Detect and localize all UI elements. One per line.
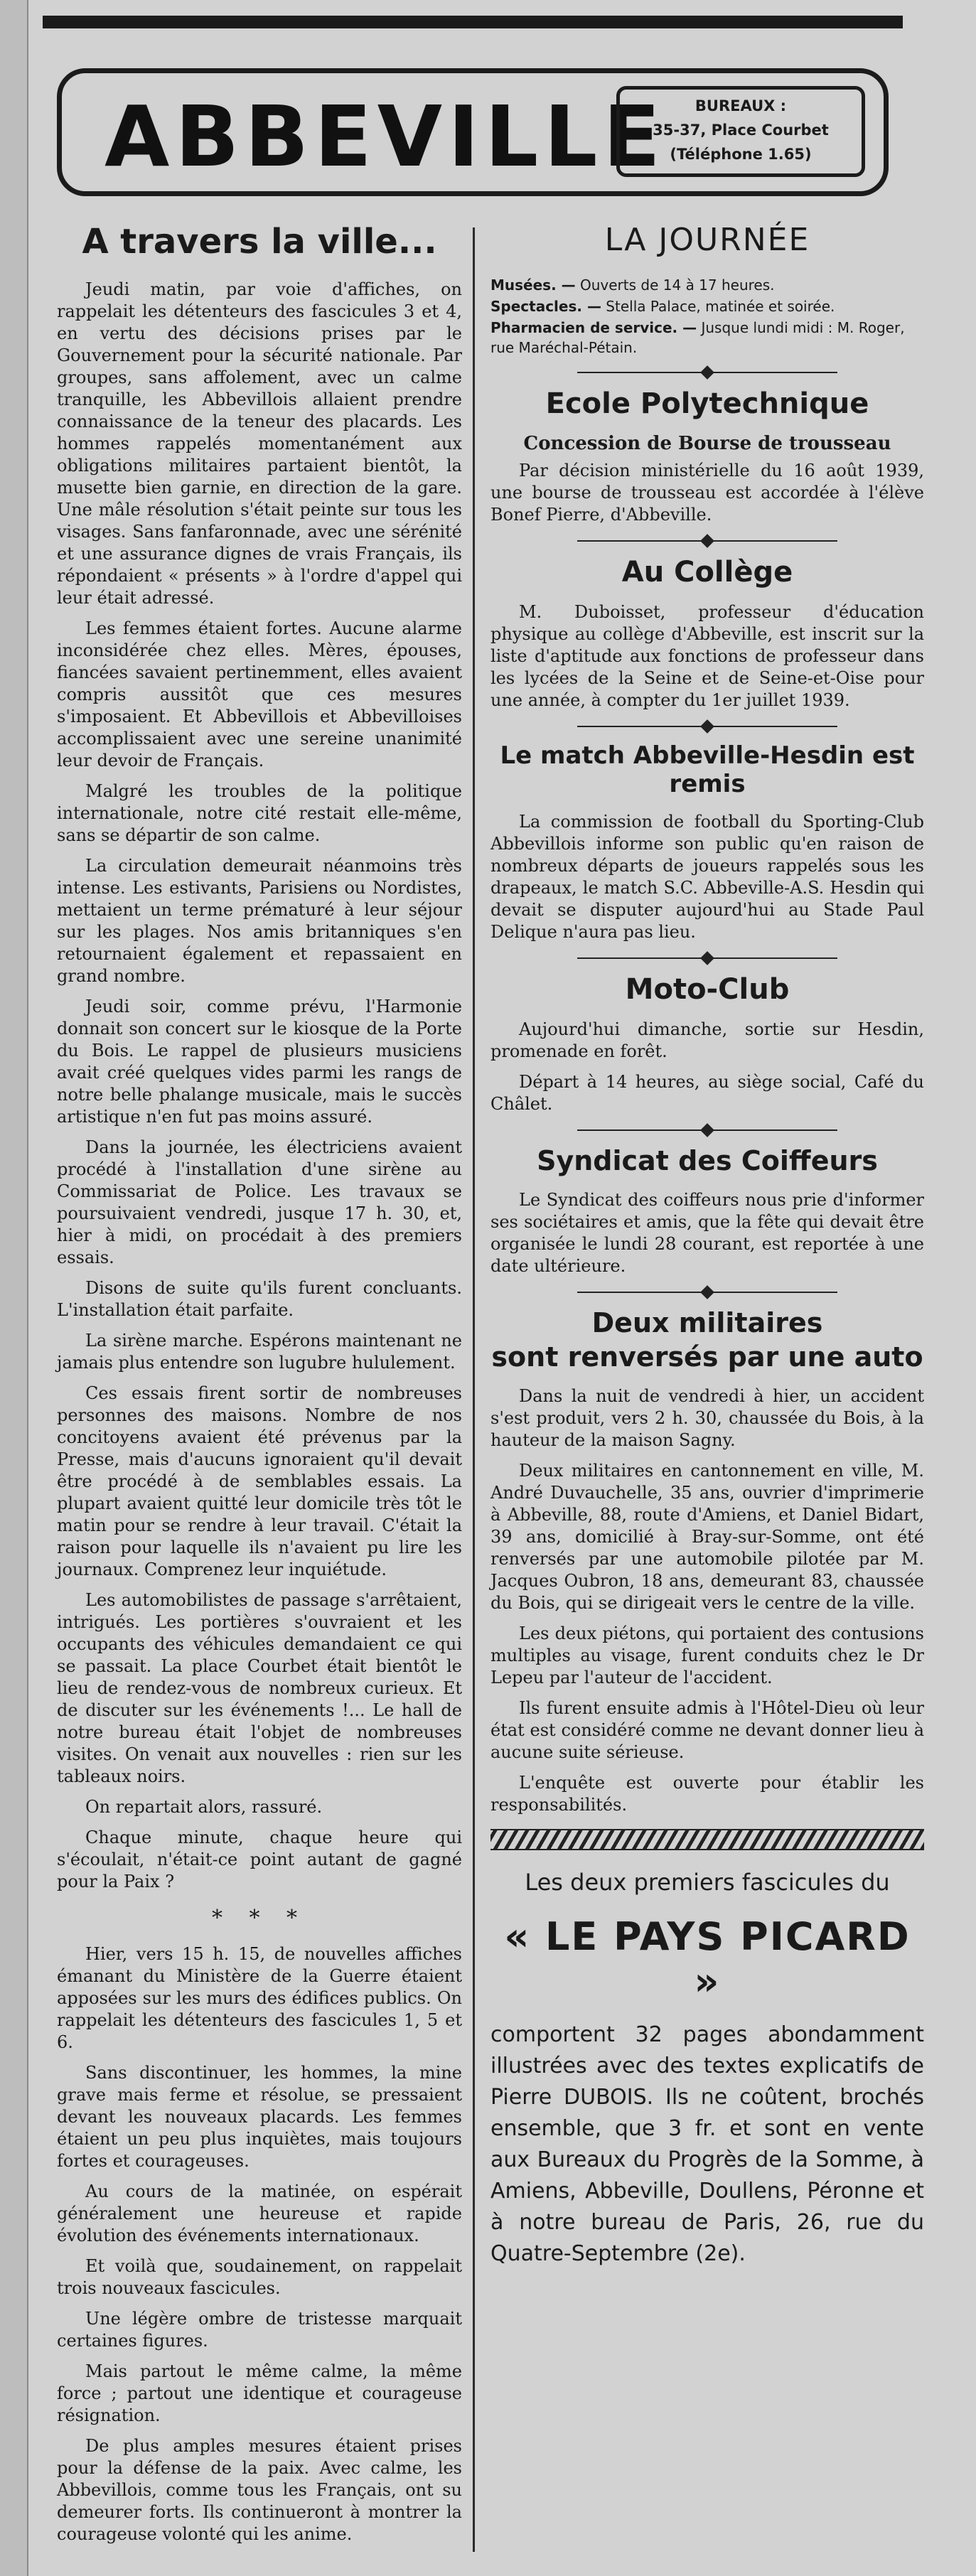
- match-text: La commission de football du Sporting-Club Abbevillois informe son public qu'en raison de nombreux départs de joueurs rappelés sous les drapeaux, le match S.C. Abbeville-A.S. Hesdin qui devait se disputer aujourd'hui au Stade Paul Delique n'aura pas lieu.: [490, 812, 924, 942]
- ornament-divider: [577, 369, 837, 376]
- hatched-divider: [490, 1829, 924, 1850]
- right-column: [490, 206, 924, 2270]
- ornament-divider: [577, 723, 837, 730]
- paragraph: Mais partout le même calme, la même force ; partout une identique et courageuse résignation.: [57, 2361, 462, 2425]
- note-musees: [490, 275, 924, 295]
- paragraph: La circulation demeurait néanmoins très intense. Les estivants, Parisiens ou Nordistes, mettaient un terme prématuré à leur séjour sur les plages. Nos amis britanniques s'en retournaient également et repassaient en grand nombre.: [57, 856, 462, 986]
- paragraph: Ils furent ensuite admis à l'Hôtel-Dieu où leur état est considéré comme ne devant donner lieu à aucune suite sérieuse.: [490, 1698, 924, 1762]
- paragraph: Malgré les troubles de la politique internationale, notre cité restait elle-même, sans se départir de son calme.: [57, 781, 462, 845]
- note-text: Jusque lundi midi : M. Roger, rue Maréchal-Pétain.: [490, 319, 905, 356]
- adjacent-column-edge: [0, 0, 28, 2576]
- paragraph: Dans la journée, les électriciens avaient procédé à l'installation d'une sirène au Commissariat de Police. Les travaux se poursuivaient vendredi, jusque 17 h. 30, et, hier à midi, on procédait à des premiers essais.: [57, 1137, 462, 1267]
- left-column: [57, 206, 462, 2554]
- paragraph: Ces essais firent sortir de nombreuses personnes des maisons. Nombre de nos concitoyens avaient été prévenus par la Presse, mais d'aucuns ignoraient qu'il devait être procédé à de semblables essais. La plupart avaient quitté leur domicile très tôt le matin pour se rendre à leur travail. C'était la raison pour laquelle ils n'avaient pu lire les journaux. Comprenez leur inquiétude.: [57, 1383, 462, 1579]
- right-headline: LA JOURNÉE: [604, 222, 810, 258]
- polytech-title: Ecole Polytechnique: [545, 387, 869, 420]
- paragraph: La sirène marche. Espérons maintenant ne jamais plus entendre son lugubre hululement.: [57, 1331, 462, 1373]
- paragraph: Les deux piétons, qui portaient des contusions multiples au visage, furent conduits chez le Dr Lepeu par l'auteur de l'accident.: [490, 1624, 924, 1687]
- paragraph: Jeudi matin, par voie d'affiches, on rappelait les détenteurs des fascicules 3 et 4, en vertu des décisions prises par le Gouvernement pour la sécurité nationale. Par groupes, sans affolement, avec un calme tranquille, les Abbevillois allaient prendre connaissance de la teneur des placards. Les hommes rappelés momentanément aux obligations militaires partaient bientôt, la musette bien garnie, en direction de la gare. Une mâle résolution s'était peinte sur tous les visages. Sans fanfaronnade, avec une sérénité et une assurance dignes de vrais Français, ils répondaient « présents » à l'ordre d'appel qui leur était adressé.: [57, 279, 462, 608]
- match-title: Le match Abbeville-Hesdin est remis: [500, 741, 915, 798]
- paragraph: Chaque minute, chaque heure qui s'écoulait, n'était-ce point autant de gagné pour la Paix ?: [57, 1828, 462, 1891]
- paragraph: On repartait alors, rassuré.: [85, 1797, 323, 1817]
- bureaux-label: BUREAUX :: [695, 97, 787, 114]
- paragraph: Jeudi soir, comme prévu, l'Harmonie donnait son concert sur le kiosque de la Porte du Bois. Le rappel de plusieurs musiciens avait créé quelques vides parmi les rangs de notre belle phalange musicale, mais le succès artistique n'en fut pas moins assuré.: [57, 997, 462, 1127]
- paragraph: Deux militaires en cantonnement en ville, M. André Duvauchelle, 35 ans, ouvrier d'imprimerie à Abbeville, 88, route d'Amiens, et Daniel Bidart, 39 ans, domicilié à Bray-sur-Somme, ont été renversés par une automobile pilotée par M. Jacques Oubron, 18 ans, demeurant 83, chaussée du Bois, qui se dirigeait vers le centre de la ville.: [490, 1461, 924, 1613]
- note-text: Stella Palace, matinée et soirée.: [606, 298, 835, 315]
- ornament-divider: [577, 955, 837, 962]
- note-spectacles: [490, 296, 924, 316]
- college-text: M. Duboisset, professeur d'éducation physique au collège d'Abbeville, est inscrit sur la liste d'aptitude aux fonctions de professeur dans les lycées de la Seine et de Seine-et-Oise pour une année, à compter du 1er juillet 1939.: [490, 602, 924, 710]
- polytech-subtitle: Concession de Bourse de trousseau: [523, 433, 891, 454]
- moto-title: Moto-Club: [625, 973, 790, 1006]
- paragraph: L'enquête est ouverte pour établir les responsabilités.: [490, 1773, 924, 1815]
- paragraph: Et voilà que, soudainement, on rappelait trois nouveaux fascicules.: [57, 2256, 462, 2298]
- college-title: Au Collège: [621, 556, 793, 589]
- section-separator: * * *: [211, 1906, 308, 1931]
- masthead-title: ABBEVILLE: [104, 87, 667, 186]
- polytech-text: Par décision ministérielle du 16 août 1939, une bourse de trousseau est accordée à l'élève Bonef Pierre, d'Abbeville.: [490, 461, 924, 525]
- column-divider: [473, 227, 475, 2552]
- ornament-divider: [577, 1289, 837, 1296]
- bureaux-address: 35-37, Place Courbet: [653, 122, 829, 139]
- paragraph: Hier, vers 15 h. 15, de nouvelles affiches émanant du Ministère de la Guerre étaient apposées sur les murs des édifices publics. On rappelait les détenteurs des fascicules 1, 5 et 6.: [57, 1944, 462, 2052]
- militaires-title-1: Deux militaires: [591, 1307, 823, 1338]
- left-headline: A travers la ville...: [82, 222, 437, 262]
- note-label: Spectacles. —: [490, 298, 601, 315]
- bureaux-phone: (Téléphone 1.65): [670, 146, 812, 163]
- note-label: Musées. —: [490, 277, 576, 294]
- paragraph: Dans la nuit de vendredi à hier, un accident s'est produit, vers 2 h. 30, chaussée du Bois, à la hauteur de la maison Sagny.: [490, 1386, 924, 1450]
- ornament-divider: [577, 1127, 837, 1134]
- promo-intro: Les deux premiers fascicules du: [525, 1869, 890, 1896]
- note-pharmacien: [490, 318, 924, 358]
- paragraph: Sans discontinuer, les hommes, la mine grave mais ferme et résolue, se pressaient devant les nouveaux placards. Les femmes étaient un peu plus inquiètes, mais toujours fortes et courageuses.: [57, 2063, 462, 2171]
- moto-text-1: Aujourd'hui dimanche, sortie sur Hesdin, promenade en forêt.: [490, 1019, 924, 1061]
- moto-text-2: Départ à 14 heures, au siège social, Café du Châlet.: [490, 1072, 924, 1114]
- bureaux-box: [616, 86, 865, 177]
- paragraph: Les automobilistes de passage s'arrêtaient, intrigués. Les portières s'ouvraient et les occupants des véhicules demandaient ce qui se passait. La place Courbet était bientôt le lieu de rendez-vous de nombreux curieux. Et de discuter sur les événements !... Le hall de notre bureau était l'objet de nombreuses visites. On venait aux nouvelles : rien sur les tableaux noirs.: [57, 1590, 462, 1786]
- militaires-title-2: sont renversés par une auto: [491, 1341, 923, 1373]
- note-text: Ouverts de 14 à 17 heures.: [580, 277, 775, 294]
- coiffeurs-text: Le Syndicat des coiffeurs nous prie d'informer ses sociétaires et amis, que la fête qui devait être organisée le lundi 28 courant, est reportée à une date ultérieure.: [490, 1190, 924, 1276]
- paragraph: Au cours de la matinée, on espérait généralement une heureuse et rapide évolution des événements internationaux.: [57, 2181, 462, 2245]
- top-rule: [43, 16, 903, 28]
- paragraph: Les femmes étaient fortes. Aucune alarme inconsidérée chez elles. Mères, épouses, fiancées savaient pertinemment, elles avaient compris aussitôt que ces mesures s'imposaient. Et Abbevillois et Abbevilloises accomplissaient avec une sereine unanimité leur devoir de Français.: [57, 618, 462, 771]
- masthead: [57, 68, 889, 196]
- promo-title: « LE PAYS PICARD »: [504, 1914, 911, 2004]
- paragraph: Disons de suite qu'ils furent concluants. L'installation était parfaite.: [57, 1278, 462, 1320]
- coiffeurs-title: Syndicat des Coiffeurs: [537, 1145, 878, 1176]
- ornament-divider: [577, 537, 837, 544]
- paragraph: Une légère ombre de tristesse marquait certaines figures.: [57, 2309, 462, 2351]
- promo-body: comportent 32 pages abondamment illustrées avec des textes explicatifs de Pierre DUBOIS. Ils ne coûtent, brochés ensemble, que 3 fr. et sont en vente aux Bureaux du Progrès de la Somme, à Amiens, Abbeville, Doullens, Péronne et à notre bureau de Paris, 26, rue du Quatre-Septembre (2e).: [490, 2022, 924, 2266]
- paragraph: De plus amples mesures étaient prises pour la défense de la paix. Avec calme, les Abbevillois, comme tous les Français, ont su demeurer forts. Ils continueront à montrer la courageuse volonté qui les anime.: [57, 2436, 462, 2544]
- note-label: Pharmacien de service. —: [490, 319, 697, 336]
